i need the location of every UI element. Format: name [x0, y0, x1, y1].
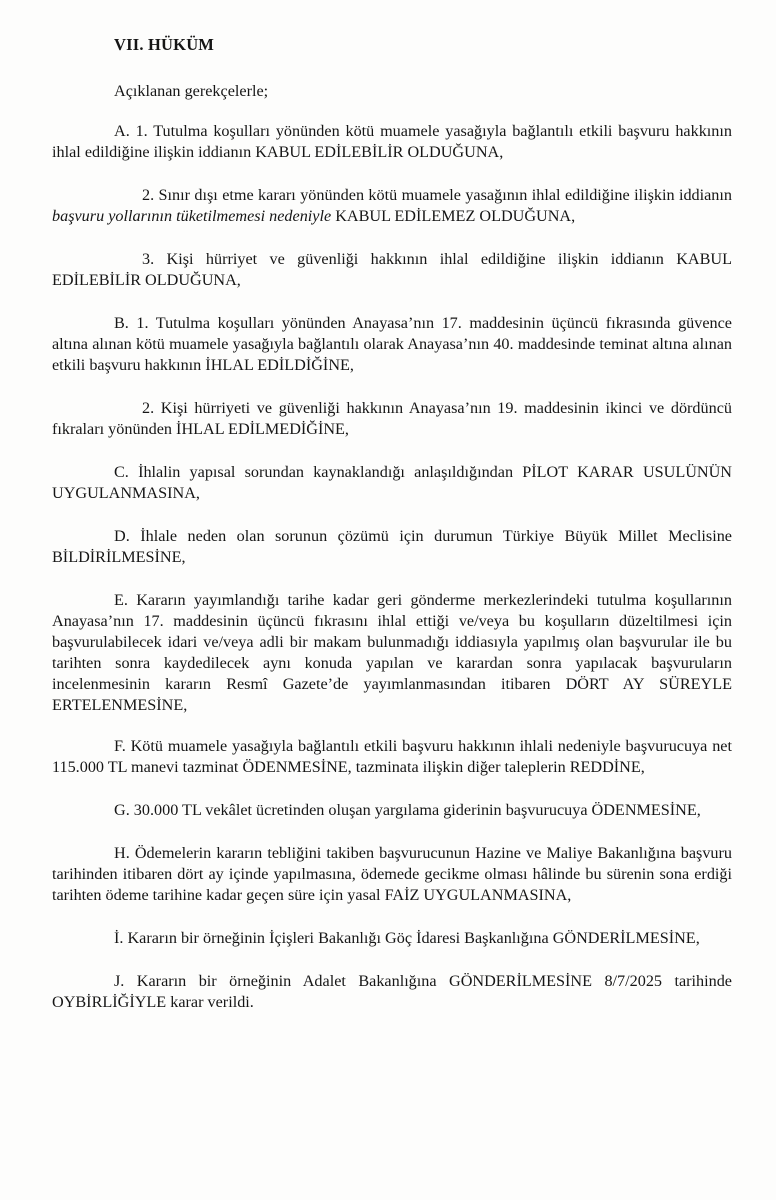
paragraph-c: C. İhlalin yapısal sorundan kaynaklandığı anlaşıldığından PİLOT KARAR USULÜNÜN UYGULANMASINA,: [52, 463, 732, 502]
paragraph-a2-before: 2. Sınır dışı etme kararı yönünden kötü muamele yasağının ihlal edildiğine ilişkin iddianın: [142, 186, 732, 204]
paragraph-j: J. Kararın bir örneğinin Adalet Bakanlığına GÖNDERİLMESİNE 8/7/2025 tarihinde OYBİRLİĞİYLE karar verildi.: [52, 972, 732, 1011]
paragraph-e: E. Kararın yayımlandığı tarihe kadar geri gönderme merkezlerindeki tutulma koşullarının Anayasa’nın 17. maddesinin üçüncü fıkrasını ihlal ettiği ve/veya bu koşulların düzeltilmesi için başvurulabilecek idari ve/veya adli bir makam bulunmadığı iddiasıyla yapılmış olan başvurular ile bu tarihten sonra kaydedilecek aynı konuda yapılan ve karardan sonra yapılacak başvuruların incelenmesinin kararın Resmî Gazete’de yayımlanmasından itibaren DÖRT AY SÜREYLE ERTELENMESİNE,: [52, 591, 732, 714]
paragraph-a2-italic: başvuru yollarının tüketilmemesi nedeniyle: [52, 207, 332, 225]
paragraph-b2: 2. Kişi hürriyeti ve güvenliği hakkının Anayasa’nın 19. maddesinin ikinci ve dördüncü fıkraları yönünden İHLAL EDİLMEDİĞİNE,: [52, 399, 732, 438]
paragraph-a2-after: KABUL EDİLEMEZ OLDUĞUNA,: [331, 207, 576, 225]
paragraph-b1: B. 1. Tutulma koşulları yönünden Anayasa’nın 17. maddesinin üçüncü fıkrasında güvence altına alınan kötü muamele yasağıyla bağlantılı olarak Anayasa’nın 40. maddesinde teminat altına alınan etkili başvuru hakkının İHLAL EDİLDİĞİNE,: [52, 314, 732, 374]
section-heading: VII. HÜKÜM: [114, 35, 215, 54]
paragraph-a3: 3. Kişi hürriyet ve güvenliği hakkının ihlal edildiğine ilişkin iddianın KABUL EDİLEBİLİR OLDUĞUNA,: [52, 250, 732, 289]
paragraph-h: H. Ödemelerin kararın tebliğini takiben başvurucunun Hazine ve Maliye Bakanlığına başvuru tarihinden itibaren dört ay içinde yapılmasına, ödemede gecikme olması hâlinde bu sürenin sona erdiği tarihten ödeme tarihine kadar geçen süre için yasal FAİZ UYGULANMASINA,: [52, 844, 732, 904]
paragraph-g: G. 30.000 TL vekâlet ücretinden oluşan yargılama giderinin başvurucuya ÖDENMESİNE,: [114, 801, 701, 819]
paragraph-i: İ. Kararın bir örneğinin İçişleri Bakanlığı Göç İdaresi Başkanlığına GÖNDERİLMESİNE,: [114, 929, 700, 947]
paragraph-d: D. İhlale neden olan sorunun çözümü için durumun Türkiye Büyük Millet Meclisine BİLDİRİLMESİNE,: [52, 527, 732, 566]
intro-text: Açıklanan gerekçelerle;: [114, 82, 269, 100]
paragraph-a1: A. 1. Tutulma koşulları yönünden kötü muamele yasağıyla bağlantılı etkili başvuru hakkının ihlal edildiğine ilişkin iddianın KABUL EDİLEBİLİR OLDUĞUNA,: [52, 122, 732, 161]
paragraph-f: F. Kötü muamele yasağıyla bağlantılı etkili başvuru hakkının ihlali nedeniyle başvurucuya net 115.000 TL manevi tazminat ÖDENMESİNE, tazminata ilişkin diğer taleplerin REDDİNE,: [52, 737, 732, 776]
paragraph-a2: [52, 185, 732, 227]
